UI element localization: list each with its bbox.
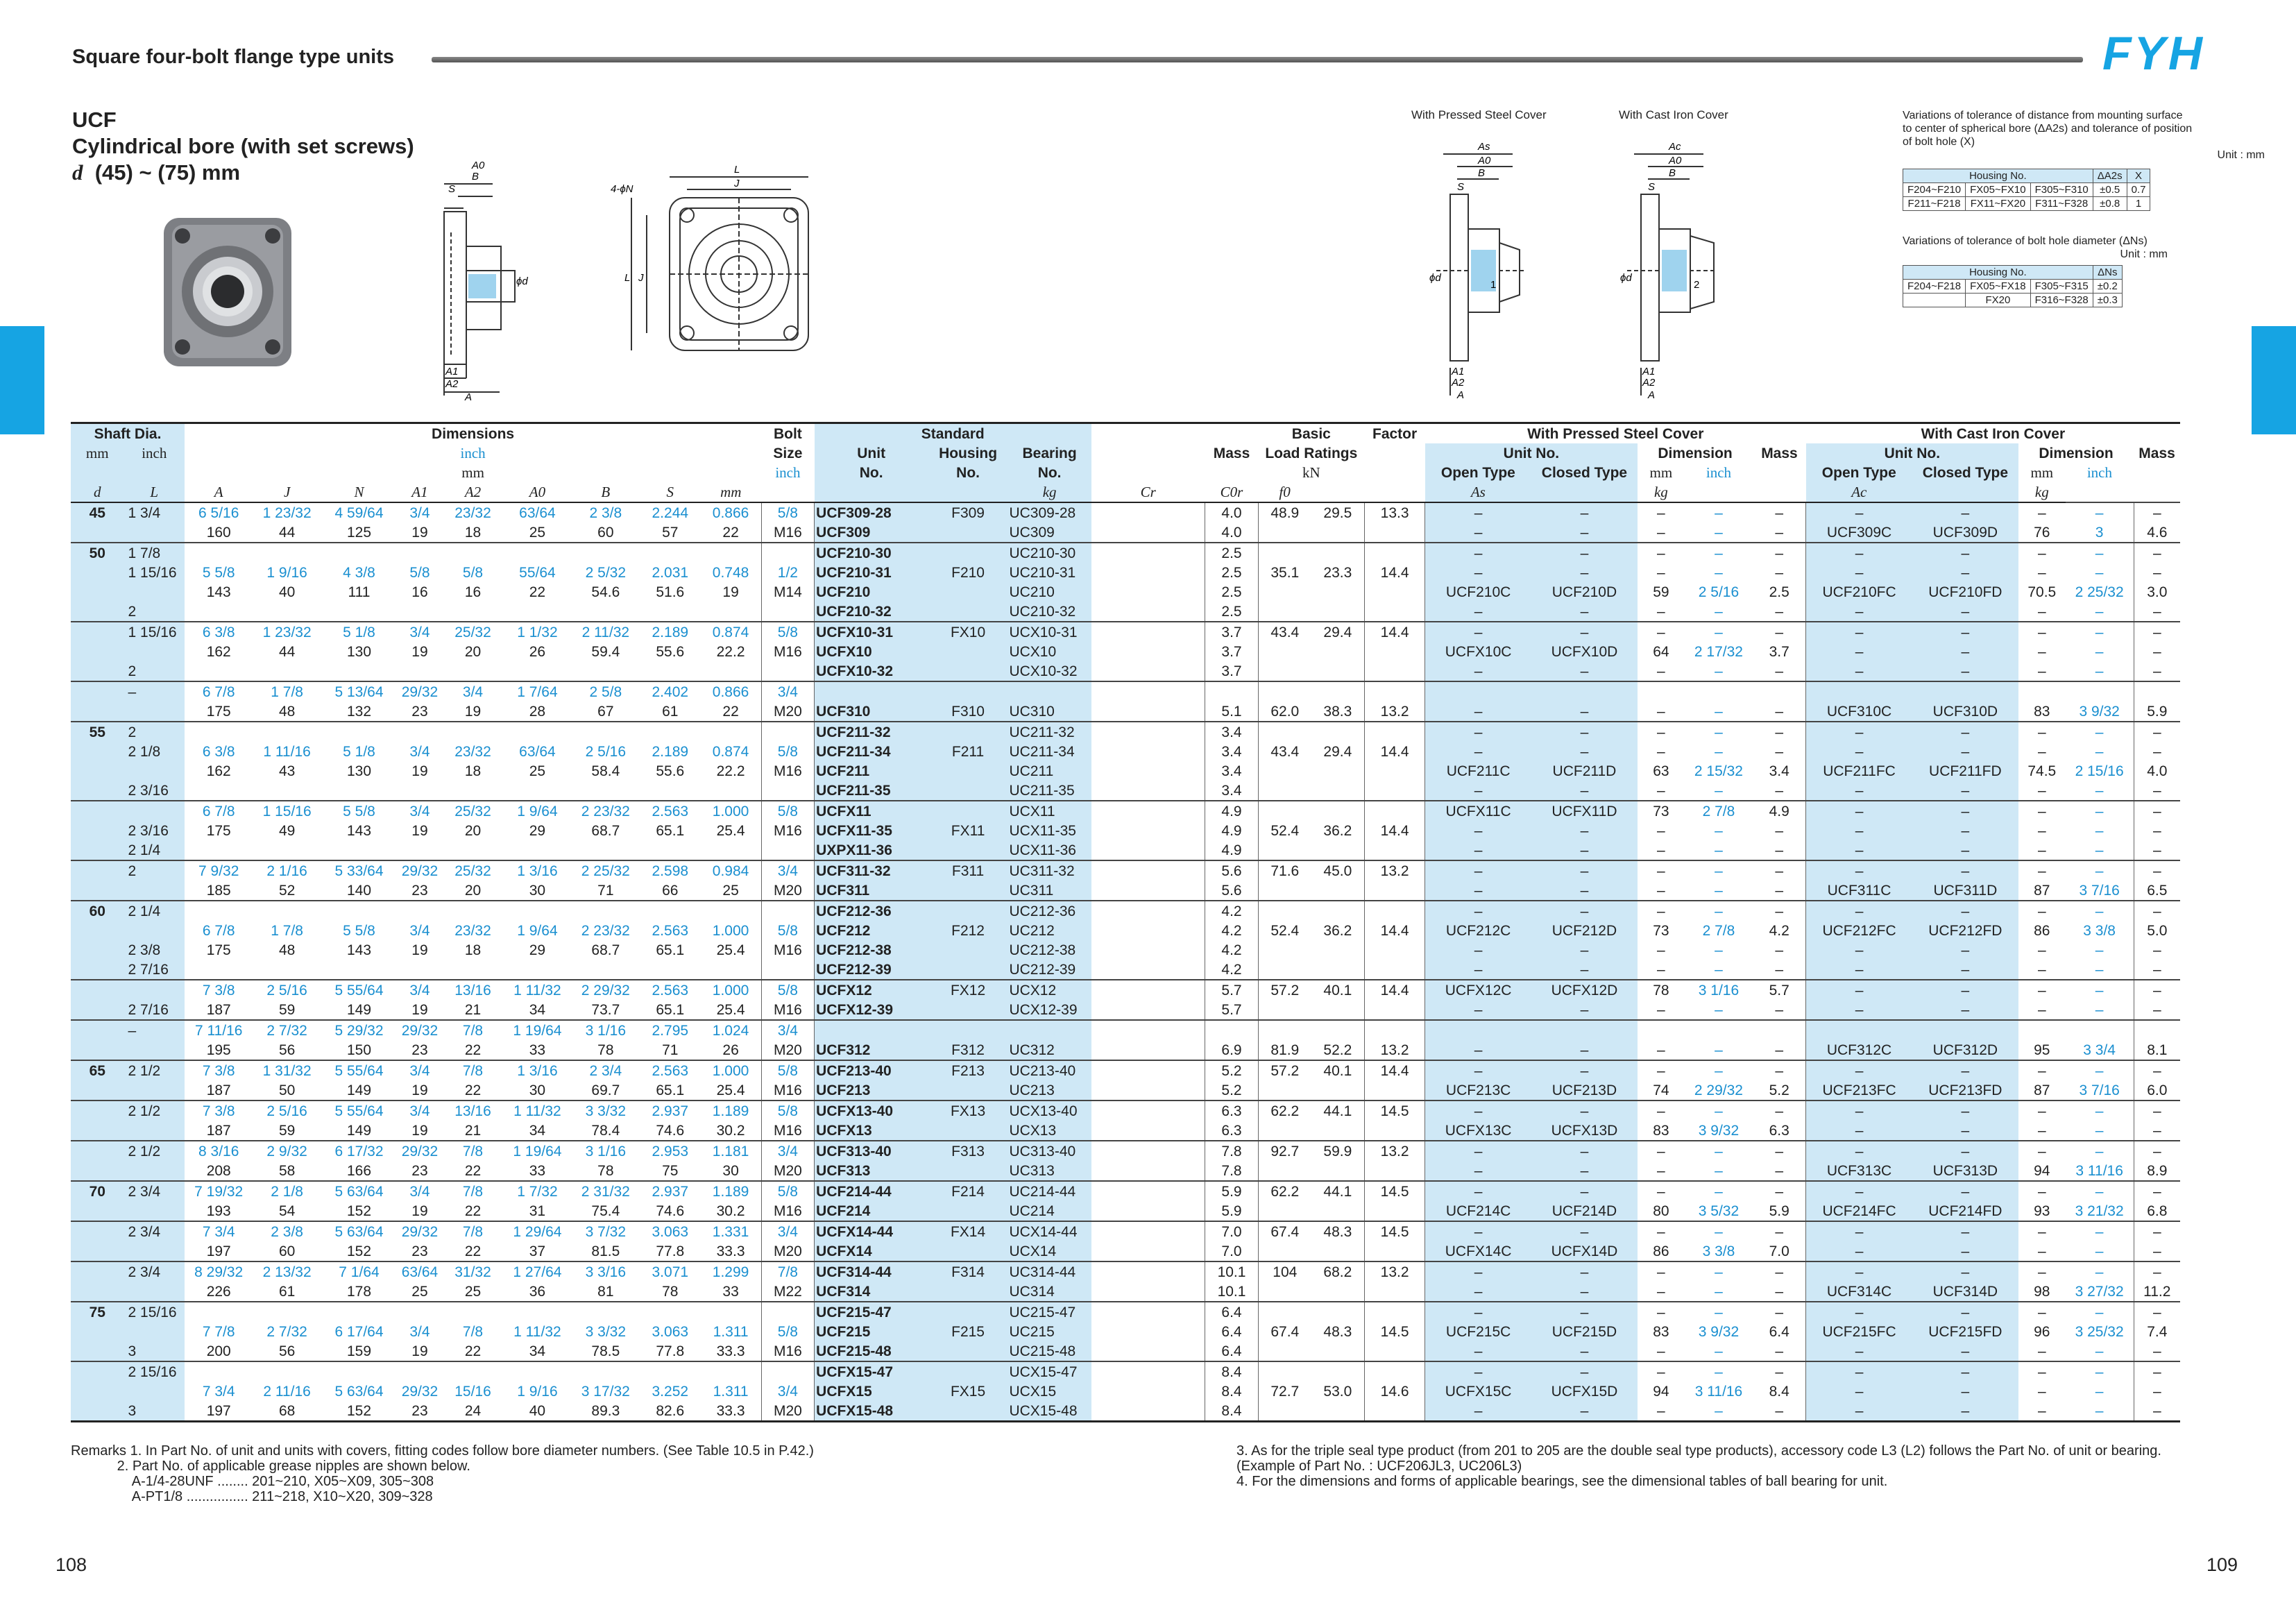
lbl-s-p: S bbox=[1457, 181, 1465, 193]
table-row: – 7 11/16 2 7/32 5 29/32 29/32 7/8 1 19/64 3 1/16 2.795 1.024 3/4 bbox=[71, 1020, 2180, 1040]
table-row: 2 3/16 175 49 143 19 20 29 68.7 65.1 25.4 M16 UCFX11-35 FX11 UCX11-35 4.9 52.4 36.2 14.4 – – – – – – – – – – bbox=[71, 821, 2180, 840]
table-row: 2 1/2 7 3/8 2 5/16 5 55/64 3/4 13/16 1 11/32 3 3/32 2.937 1.189 5/8 UCFX13-40 FX13 UCX13-40 6.3 62.2 44.1 14.5 – – – – – – – – – – bbox=[71, 1101, 2180, 1121]
pressed-cover-drawing bbox=[1429, 139, 1533, 402]
page-number-right: 109 bbox=[2206, 1554, 2238, 1575]
table-row: 60 2 1/4 UCF212-36 UC212-36 4.2 – – – – – – – – – – bbox=[71, 901, 2180, 921]
dimension-table: Shaft Dia. Dimensions Bolt Standard Basic Factor With Pressed Steel Cover With Cast Iron Cover mm inch inch Size Unit Housing Bearing Mass Load Ratings Unit No. Dimension Mass Unit No. Dimension Mass mm inch No. No. No. kN Open Type Closed Type mm inch Open Type Closed Type mm inch d L A J N A1 A2 A0 B S mm kg Cr C0r f0 As kg Ac kg 45 1 3/4 6 5/16 1 23/32 4 59/64 3/4 23/32 63/64 2 3/8 2.244 0.866 5/8 UCF309-28 F309 UC309-28 4.0 48.9 29.5 13.3 – – – – – – – – – – 160 44 125 19 18 25 60 57 22 M16 UCF309 UC309 4.0 – – – – – UCF309C UCF309D 76 3 4.6 50 1 7/8 UCF210-30 UC210-30 2.5 – – – – – – – – – – 1 15/16 5 5/8 1 9/16 4 3/8 5/8 5/8 55/64 2 5/32 2.031 0.748 1/2 UCF210-31 F210 UC210-31 2.5 35.1 23.3 14.4 – – – – – – – – – – 143 40 111 16 16 22 54.6 51.6 19 M14 UCF210 UC210 2.5 UCF210C UCF210D 59 2 5/16 2.5 UCF210FC UCF210FD 70.5 2 25/32 3.0 2 UCF210-32 UC210-32 2.5 – – – – – – – – – – 1 15/16 6 3/8 1 23/32 5 1/8 3/4 25/32 1 1/32 2 11/32 2.189 0.874 5/8 UCFX10-31 FX10 UCX10-31 3.7 43.4 29.4 14.4 – – – – – – – – – – 162 44 130 19 20 26 59.4 55.6 22.2 M16 UCFX10 UCX10 3.7 UCFX10C UCFX10D 64 2 17/32 3.7 – – – – – 2 UCFX10-32 UCX10-32 3.7 – – – – – – – – – – – 6 7/8 1 7/8 5 13/64 29/32 3/4 1 7/64 2 5/8 2.402 0.866 3/4 175 48 132 23 19 28 67 61 22 M20 UCF310 F310 UC310 5.1 62.0 38.3 13.2 – – – – – UCF310C UCF310D 83 3 9/32 5.9 55 2 UCF211-32 UC211-32 3.4 – – – – – – – – – – 2 1/8 6 3/8 1 11/16 5 1/8 3/4 23/32 63/64 2 5/16 2.189 0.874 5/8 UCF211-34 F211 UC211-34 3.4 43.4 29.4 14.4 – – – – – – – – – – 162 43 130 19 18 25 58.4 55.6 22.2 M16 UCF211 UC211 3.4 UCF211C UCF211D 63 2 15/32 3.4 UCF211FC UCF211FD 74.5 2 15/16 4.0 2 3/16 UCF211-35 UC211-35 3.4 – – – – – – – – – – 6 7/8 1 15/16 5 5/8 3/4 25/32 1 9/64 2 23/32 2.563 1.000 5/8 UCFX11 UCX11 4.9 UCFX11C UCFX11D 73 2 7/8 4.9 – – – – – 2 3/16 175 49 143 19 20 29 68.7 65.1 25.4 M16 UCFX11-35 FX11 UCX11-35 4.9 52.4 36.2 14.4 – – – – – – – – – – 2 1/4 UXPX11-36 UCX11-36 4.9 – – – – – – – – – – 2 7 9/32 2 1/16 5 33/64 29/32 25/32 1 3/16 2 25/32 2.598 0.984 3/4 UCF311-32 F311 UC311-32 5.6 71.6 45.0 13.2 – – – – – – – – – – 185 52 140 23 20 30 71 66 25 M20 UCF311 UC311 5.6 – – – – – UCF311C UCF311D 87 3 7/16 6.5 60 2 1/4 UCF212-36 UC212-36 4.2 – – – – – – – – – – 6 7/8 1 7/8 5 5/8 3/4 23/32 1 9/64 2 23/32 2.563 1.000 5/8 UCF212 F212 UC212 4.2 52.4 36.2 14.4 UCF212C UCF212D 73 2 7/8 4.2 UCF212FC UCF212FD 86 3 3/8 5.0 2 3/8 175 48 143 19 18 29 68.7 65.1 25.4 M16 UCF212-38 UC212-38 4.2 – – – – – – – – – – 2 7/16 UCF212-39 UC212-39 4.2 – – – – – – – – – – 7 3/8 2 5/16 5 55/64 3/4 13/16 1 11/32 2 29/32 2.563 1.000 5/8 UCFX12 FX12 UCX12 5.7 57.2 40.1 14.4 UCFX12C UCFX12D 78 3 1/16 5.7 – – – – – 2 7/16 187 59 149 19 21 34 73.7 65.1 25.4 M16 UCFX12-39 UCX12-39 5.7 – – – – – – – – – – – 7 11/16 2 7/32 5 29/32 29/32 7/8 1 19/64 3 1/16 2.795 1.024 3/4 195 56 150 23 22 33 78 71 26 M20 UCF312 F312 UC312 6.9 81.9 52.2 13.2 – – – – – UCF312C UCF312D 95 3 3/4 8.1 65 2 1/2 7 3/8 1 31/32 5 55/64 3/4 7/8 1 3/16 2 3/4 2.563 1.000 5/8 UCF213-40 F213 UC213-40 5.2 57.2 40.1 14.4 – – – – – – – – – – 187 50 149 19 22 30 69.7 65.1 25.4 M16 UCF213 UC213 5.2 UCF213C UCF213D 74 2 29/32 5.2 UCF213FC UCF213FD 87 3 7/16 6.0 2 1/2 7 3/8 2 5/16 5 55/64 3/4 13/16 1 11/32 3 3/32 2.937 1.189 5/8 UCFX13-40 FX13 UCX13-40 6.3 62.2 44.1 14.5 – – – – – – – – – – 187 59 149 19 21 34 78.4 74.6 30.2 M16 UCFX13 UCX13 6.3 UCFX13C UCFX13D 83 3 9/32 6.3 – – – – – 2 1/2 8 3/16 2 9/32 6 17/32 29/32 7/8 1 19/64 3 1/16 2.953 1.181 3/4 UCF313-40 F313 UC313-40 7.8 92.7 59.9 13.2 – – – – – – – – – – 208 58 166 23 22 33 78 75 30 M20 UCF313 UC313 7.8 – – – – – UCF313C UCF313D 94 3 11/16 8.9 70 2 3/4 7 19/32 2 1/8 5 63/64 3/4 7/8 1 7/32 2 31/32 2.937 1.189 5/8 UCF214-44 F214 UC214-44 5.9 62.2 44.1 14.5 – – – – – – – – – – 193 54 152 19 22 31 75.4 74.6 30.2 M16 UCF214 UC214 5.9 UCF214C UCF214D 80 3 5/32 5.9 UCF214FC UCF214FD 93 3 21/32 6.8 2 3/4 7 3/4 2 3/8 5 63/64 29/32 7/8 1 29/64 3 7/32 3.063 1.331 3/4 UCFX14-44 FX14 UCX14-44 7.0 67.4 48.3 14.5 – – – – – – – – – – 197 60 152 23 22 37 81.5 77.8 33.3 M20 UCFX14 UCX14 7.0 UCFX14C UCFX14D 86 3 3/8 7.0 – – – – – 2 3/4 8 29/32 2 13/32 7 1/64 63/64 31/32 1 27/64 3 3/16 3.071 1.299 7/8 UCF314-44 F314 UC314-44 10.1 104 68.2 13.2 – – – – – – – – – – 226 61 178 25 25 36 81 78 33 M22 UCF314 UC314 10.1 – – – – – UCF314C UCF314D 98 3 27/32 11.2 75 2 15/16 UCF215-47 UC215-47 6.4 – – – – – – – – – – 7 7/8 2 7/32 6 17/64 3/4 7/8 1 11/32 3 3/32 3.063 1.311 5/8 UCF215 F215 UC215 6.4 67.4 48.3 14.5 UCF215C UCF215D 83 3 9/32 6.4 UCF215FC UCF215FD 96 3 25/32 7.4 3 200 56 159 19 22 34 78.5 77.8 33.3 M16 UCF215-48 UC215-48 6.4 – – – – – – – – – – 2 15/16 UCFX15-47 UCX15-47 8.4 – – – – – – – – – – 7 3/4 2 11/16 5 63/64 29/32 15/16 1 9/16 3 17/32 3.252 1.311 3/4 UCFX15 FX15 UCX15 8.4 72.7 53.0 14.6 UCFX15C UCFX15D 94 3 11/16 8.4 – – – – – 3 197 68 152 23 24 40 89.3 82.6 33.3 M20 UCFX15-48 UCX15-48 8.4 – – – – – – – – – – bbox=[71, 422, 2180, 1422]
table-row: 6 7/8 1 7/8 5 5/8 3/4 23/32 1 9/64 2 23/32 2.563 1.000 5/8 UCF212 F212 UC212 4.2 52.4 36.2 14.4 UCF212C UCF212D 73 2 7/8 4.2 UCF212FC UCF212FD 86 3 3/8 5.0 bbox=[71, 921, 2180, 940]
table-row: 2 7 9/32 2 1/16 5 33/64 29/32 25/32 1 3/16 2 25/32 2.598 0.984 3/4 UCF311-32 F311 UC311-32 5.6 71.6 45.0 13.2 – – – – – – – – – – bbox=[71, 860, 2180, 881]
table-row: 3 200 56 159 19 22 34 78.5 77.8 33.3 M16 UCF215-48 UC215-48 6.4 – – – – – – – – – – bbox=[71, 1341, 2180, 1361]
lbl-a2: A2 bbox=[445, 378, 459, 390]
front-view-drawing bbox=[604, 156, 819, 378]
lbl-ac: Ac bbox=[1669, 141, 1681, 153]
lbl-j2: J bbox=[638, 272, 644, 284]
table-row: F211~F218 FX11~FX20 F311~F328 ±0.8 1 bbox=[1903, 197, 2150, 211]
hdr-bolt: Bolt bbox=[761, 423, 815, 444]
lbl-as: As bbox=[1478, 141, 1490, 153]
table-row: 3 197 68 152 23 24 40 89.3 82.6 33.3 M20 UCFX15-48 UCX15-48 8.4 – – – – – – – – – – bbox=[71, 1401, 2180, 1422]
table-row: 197 60 152 23 22 37 81.5 77.8 33.3 M20 UCFX14 UCX14 7.0 UCFX14C UCFX14D 86 3 3/8 7.0 – – – – – bbox=[71, 1241, 2180, 1261]
side-tab-right bbox=[2252, 326, 2296, 434]
lbl-b-p: B bbox=[1478, 167, 1486, 179]
table-row: 7 3/4 2 11/16 5 63/64 29/32 15/16 1 9/16 3 17/32 3.252 1.311 3/4 UCFX15 FX15 UCX15 8.4 72.7 53.0 14.6 UCFX15C UCFX15D 94 3 11/16 8.4 – – – – – bbox=[71, 1382, 2180, 1401]
lbl-a0-p: A0 bbox=[1478, 155, 1491, 167]
table-row: 2 3/4 7 3/4 2 3/8 5 63/64 29/32 7/8 1 29/64 3 7/32 3.063 1.331 3/4 UCFX14-44 FX14 UCX14-44 7.0 67.4 48.3 14.5 – – – – – – – – – – bbox=[71, 1221, 2180, 1241]
table-row: 70 2 3/4 7 19/32 2 1/8 5 63/64 3/4 7/8 1 7/32 2 31/32 2.937 1.189 5/8 UCF214-44 F214 UC214-44 5.9 62.2 44.1 14.5 – – – – – – – – – – bbox=[71, 1181, 2180, 1201]
brand-logo: FYH bbox=[2102, 27, 2205, 80]
table-row: 65 2 1/2 7 3/8 1 31/32 5 55/64 3/4 7/8 1 3/16 2 3/4 2.563 1.000 5/8 UCF213-40 F213 UC213-40 5.2 57.2 40.1 14.4 – – – – – – – – – – bbox=[71, 1060, 2180, 1080]
table-row: 208 58 166 23 22 33 78 75 30 M20 UCF313 UC313 7.8 – – – – – UCF313C UCF313D 94 3 11/16 8.9 bbox=[71, 1161, 2180, 1181]
table-row: F204~F218 FX05~FX18 F305~F315 ±0.2 bbox=[1903, 280, 2123, 294]
table-row: 55 2 UCF211-32 UC211-32 3.4 – – – – – – – – – – bbox=[71, 722, 2180, 742]
table-row: 2 3/4 8 29/32 2 13/32 7 1/64 63/64 31/32 1 27/64 3 3/16 3.071 1.299 7/8 UCF314-44 F314 UC314-44 10.1 104 68.2 13.2 – – – – – – – – – – bbox=[71, 1261, 2180, 1282]
table-row: 193 54 152 19 22 31 75.4 74.6 30.2 M16 UCF214 UC214 5.9 UCF214C UCF214D 80 3 5/32 5.9 UCF214FC UCF214FD 93 3 21/32 6.8 bbox=[71, 1201, 2180, 1221]
table-row: 7 3/8 2 5/16 5 55/64 3/4 13/16 1 11/32 2 29/32 2.563 1.000 5/8 UCFX12 FX12 UCX12 5.7 57.2 40.1 14.4 UCFX12C UCFX12D 78 3 1/16 5.7 – – – – – bbox=[71, 980, 2180, 1000]
table-row: F204~F210 FX05~FX10 F305~F310 ±0.5 0.7 bbox=[1903, 183, 2150, 197]
table-row: 2 3/16 UCF211-35 UC211-35 3.4 – – – – – – – – – – bbox=[71, 781, 2180, 801]
lbl-d: ϕd bbox=[516, 275, 528, 287]
remarks-left: Remarks 1. In Part No. of unit and units with covers, fitting codes follow bore diameter numbers. (See Table 10.5 in P.42.) 2. Part No. of applicable grease nipples are shown below. A-1/4-28UNF ........ 201~210, X05~X09, 305~308 A-PT1/8 ................ 211~218, X10~X20, 309~328 bbox=[71, 1443, 814, 1504]
lbl-l2: L bbox=[624, 272, 631, 284]
lbl-s-c: S bbox=[1648, 181, 1656, 193]
lbl-a-c: A bbox=[1648, 389, 1656, 401]
table-row: 2 1/2 8 3/16 2 9/32 6 17/32 29/32 7/8 1 19/64 3 1/16 2.953 1.181 3/4 UCF313-40 F313 UC313-40 7.8 92.7 59.9 13.2 – – – – – – – – – – bbox=[71, 1141, 2180, 1161]
hdr-basic: Basic bbox=[1258, 423, 1364, 444]
lbl-a0-c: A0 bbox=[1669, 155, 1682, 167]
header-title: Square four-bolt flange type units bbox=[72, 46, 395, 68]
table-row: 185 52 140 23 20 30 71 66 25 M20 UCF311 UC311 5.6 – – – – – UCF311C UCF311D 87 3 7/16 6.5 bbox=[71, 881, 2180, 901]
table-row: 50 1 7/8 UCF210-30 UC210-30 2.5 – – – – – – – – – – bbox=[71, 543, 2180, 563]
table-row: 175 48 132 23 19 28 67 61 22 M20 UCF310 F310 UC310 5.1 62.0 38.3 13.2 – – – – – UCF310C UCF310D 83 3 9/32 5.9 bbox=[71, 702, 2180, 722]
header-rule bbox=[432, 57, 2083, 62]
table-row: FX20 F316~F328 ±0.3 bbox=[1903, 294, 2123, 307]
remarks-right: 3. As for the triple seal type product (from 201 to 205 are the double seal type products), accessory code L3 (L2) follows the Part No. of unit or bearing. (Example of Part No. : UCF206JL3, UC206L3) 4. For the dimensions and forms of applicable bearings, see the dimensional tables of ball bearing for unit. bbox=[1236, 1443, 2161, 1489]
lbl-a2-p: A2 bbox=[1452, 377, 1465, 389]
lbl-l: L bbox=[734, 164, 740, 176]
hdr-cast: With Cast Iron Cover bbox=[1806, 423, 2180, 444]
lbl-a-p: A bbox=[1457, 389, 1465, 401]
section-range bbox=[72, 160, 240, 185]
range-var: d bbox=[72, 160, 83, 185]
side-tab-left bbox=[0, 326, 44, 434]
table-row: 6 7/8 1 15/16 5 5/8 3/4 25/32 1 9/64 2 23/32 2.563 1.000 5/8 UCFX11 UCX11 4.9 UCFX11C UCFX11D 73 2 7/8 4.9 – – – – – bbox=[71, 801, 2180, 821]
table-row: 187 59 149 19 21 34 78.4 74.6 30.2 M16 UCFX13 UCX13 6.3 UCFX13C UCFX13D 83 3 9/32 6.3 – – – – – bbox=[71, 1121, 2180, 1141]
lbl-b-c: B bbox=[1669, 167, 1676, 179]
table-row: 7 7/8 2 7/32 6 17/64 3/4 7/8 1 11/32 3 3/32 3.063 1.311 5/8 UCF215 F215 UC215 6.4 67.4 48.3 14.5 UCF215C UCF215D 83 3 9/32 6.4 UCF215FC UCF215FD 96 3 25/32 7.4 bbox=[71, 1322, 2180, 1341]
hdr-pressed: With Pressed Steel Cover bbox=[1425, 423, 1806, 444]
table-row: 2 3/8 175 48 143 19 18 29 68.7 65.1 25.4 M16 UCF212-38 UC212-38 4.2 – – – – – – – – – – bbox=[71, 940, 2180, 960]
side-view-drawing bbox=[430, 156, 534, 402]
hdr-standard: Standard bbox=[815, 423, 1091, 444]
lbl-d-c: ϕd bbox=[1620, 272, 1632, 284]
lbl-b: B bbox=[472, 171, 479, 182]
caption-cast-cover: With Cast Iron Cover bbox=[1619, 108, 1728, 121]
tol1-caption: Variations of tolerance of distance from mounting surface to center of spherical bore (ΔA2s) and tolerance of position of bolt hole (X) Unit : mm bbox=[1903, 110, 2265, 161]
table-row: 2 7/16 UCF212-39 UC212-39 4.2 – – – – – – – – – – bbox=[71, 960, 2180, 980]
lbl-a0: A0 bbox=[472, 160, 485, 171]
lbl-a2-c: A2 bbox=[1642, 377, 1656, 389]
lbl-a1-p: A1 bbox=[1452, 366, 1465, 377]
section-code: UCF bbox=[72, 108, 117, 132]
product-photo bbox=[158, 208, 297, 375]
tolerance-table-1: Housing No. ΔA2s X F204~F210 FX05~FX10 F305~F310 ±0.5 0.7 F211~F218 FX11~FX20 F311~F328 ±0.8 1 bbox=[1903, 169, 2150, 211]
hdr-dimensions: Dimensions bbox=[185, 423, 761, 444]
table-row: 143 40 111 16 16 22 54.6 51.6 19 M14 UCF210 UC210 2.5 UCF210C UCF210D 59 2 5/16 2.5 UCF210FC UCF210FD 70.5 2 25/32 3.0 bbox=[71, 582, 2180, 602]
table-row: 187 50 149 19 22 30 69.7 65.1 25.4 M16 UCF213 UC213 5.2 UCF213C UCF213D 74 2 29/32 5.2 UCF213FC UCF213FD 87 3 7/16 6.0 bbox=[71, 1080, 2180, 1101]
table-row: 2 UCFX10-32 UCX10-32 3.7 – – – – – – – – – – bbox=[71, 661, 2180, 681]
table-row: 1 15/16 6 3/8 1 23/32 5 1/8 3/4 25/32 1 1/32 2 11/32 2.189 0.874 5/8 UCFX10-31 FX10 UCX10-31 3.7 43.4 29.4 14.4 – – – – – – – – – – bbox=[71, 622, 2180, 642]
lbl-a1: A1 bbox=[445, 366, 459, 377]
table-row: 2 1/8 6 3/8 1 11/16 5 1/8 3/4 23/32 63/64 2 5/16 2.189 0.874 5/8 UCF211-34 F211 UC211-34 3.4 43.4 29.4 14.4 – – – – – – – – – – bbox=[71, 742, 2180, 761]
table-row: 160 44 125 19 18 25 60 57 22 M16 UCF309 UC309 4.0 – – – – – UCF309C UCF309D 76 3 4.6 bbox=[71, 522, 2180, 543]
dimension-table-wrap bbox=[71, 422, 2180, 1422]
lbl-j: J bbox=[734, 178, 740, 189]
table-row: 45 1 3/4 6 5/16 1 23/32 4 59/64 3/4 23/32 63/64 2 3/8 2.244 0.866 5/8 UCF309-28 F309 UC309-28 4.0 48.9 29.5 13.3 – – – – – – – – – – bbox=[71, 502, 2180, 522]
table-row: 75 2 15/16 UCF215-47 UC215-47 6.4 – – – – – – – – – – bbox=[71, 1302, 2180, 1322]
tol2-caption: Variations of tolerance of bolt hole diameter (ΔNs) Unit : mm bbox=[1903, 235, 2168, 260]
table-row: – 6 7/8 1 7/8 5 13/64 29/32 3/4 1 7/64 2 5/8 2.402 0.866 3/4 bbox=[71, 681, 2180, 702]
table-row: 162 43 130 19 18 25 58.4 55.6 22.2 M16 UCF211 UC211 3.4 UCF211C UCF211D 63 2 15/32 3.4 UCF211FC UCF211FD 74.5 2 15/16 4.0 bbox=[71, 761, 2180, 781]
table-row: 2 1/4 UXPX11-36 UCX11-36 4.9 – – – – – – – – – – bbox=[71, 840, 2180, 860]
lbl-two: 2 bbox=[1694, 279, 1700, 291]
hdr-factor: Factor bbox=[1364, 423, 1425, 444]
lbl-a: A bbox=[465, 391, 473, 402]
section-subtitle: Cylindrical bore (with set screws) bbox=[72, 134, 414, 158]
range-value: (45) ~ (75) mm bbox=[94, 160, 241, 185]
table-row: 226 61 178 25 25 36 81 78 33 M22 UCF314 UC314 10.1 – – – – – UCF314C UCF314D 98 3 27/32 11.2 bbox=[71, 1282, 2180, 1302]
table-row: 2 UCF210-32 UC210-32 2.5 – – – – – – – – – – bbox=[71, 602, 2180, 622]
lbl-n: 4-ϕN bbox=[611, 183, 633, 195]
cast-cover-drawing bbox=[1620, 139, 1724, 402]
table-row: 1 15/16 5 5/8 1 9/16 4 3/8 5/8 5/8 55/64 2 5/32 2.031 0.748 1/2 UCF210-31 F210 UC210-31 2.5 35.1 23.3 14.4 – – – – – – – – – – bbox=[71, 563, 2180, 582]
lbl-a1-c: A1 bbox=[1642, 366, 1656, 377]
table-row: 2 15/16 UCFX15-47 UCX15-47 8.4 – – – – – – – – – – bbox=[71, 1361, 2180, 1382]
table-row: 162 44 130 19 20 26 59.4 55.6 22.2 M16 UCFX10 UCX10 3.7 UCFX10C UCFX10D 64 2 17/32 3.7 – – – – – bbox=[71, 642, 2180, 661]
page-number-left: 108 bbox=[56, 1554, 87, 1575]
caption-pressed-cover: With Pressed Steel Cover bbox=[1411, 108, 1547, 121]
lbl-d-p: ϕd bbox=[1429, 272, 1441, 284]
tolerance-table-2: Housing No. ΔNs F204~F218 FX05~FX18 F305~F315 ±0.2 FX20 F316~F328 ±0.3 bbox=[1903, 265, 2123, 307]
hdr-shaft: Shaft Dia. bbox=[71, 423, 185, 444]
table-row: 2 7/16 187 59 149 19 21 34 73.7 65.1 25.4 M16 UCFX12-39 UCX12-39 5.7 – – – – – – – – – – bbox=[71, 1000, 2180, 1020]
table-row: 195 56 150 23 22 33 78 71 26 M20 UCF312 F312 UC312 6.9 81.9 52.2 13.2 – – – – – UCF312C UCF312D 95 3 3/4 8.1 bbox=[71, 1040, 2180, 1060]
lbl-s: S bbox=[448, 183, 456, 195]
lbl-one: 1 bbox=[1490, 279, 1497, 291]
